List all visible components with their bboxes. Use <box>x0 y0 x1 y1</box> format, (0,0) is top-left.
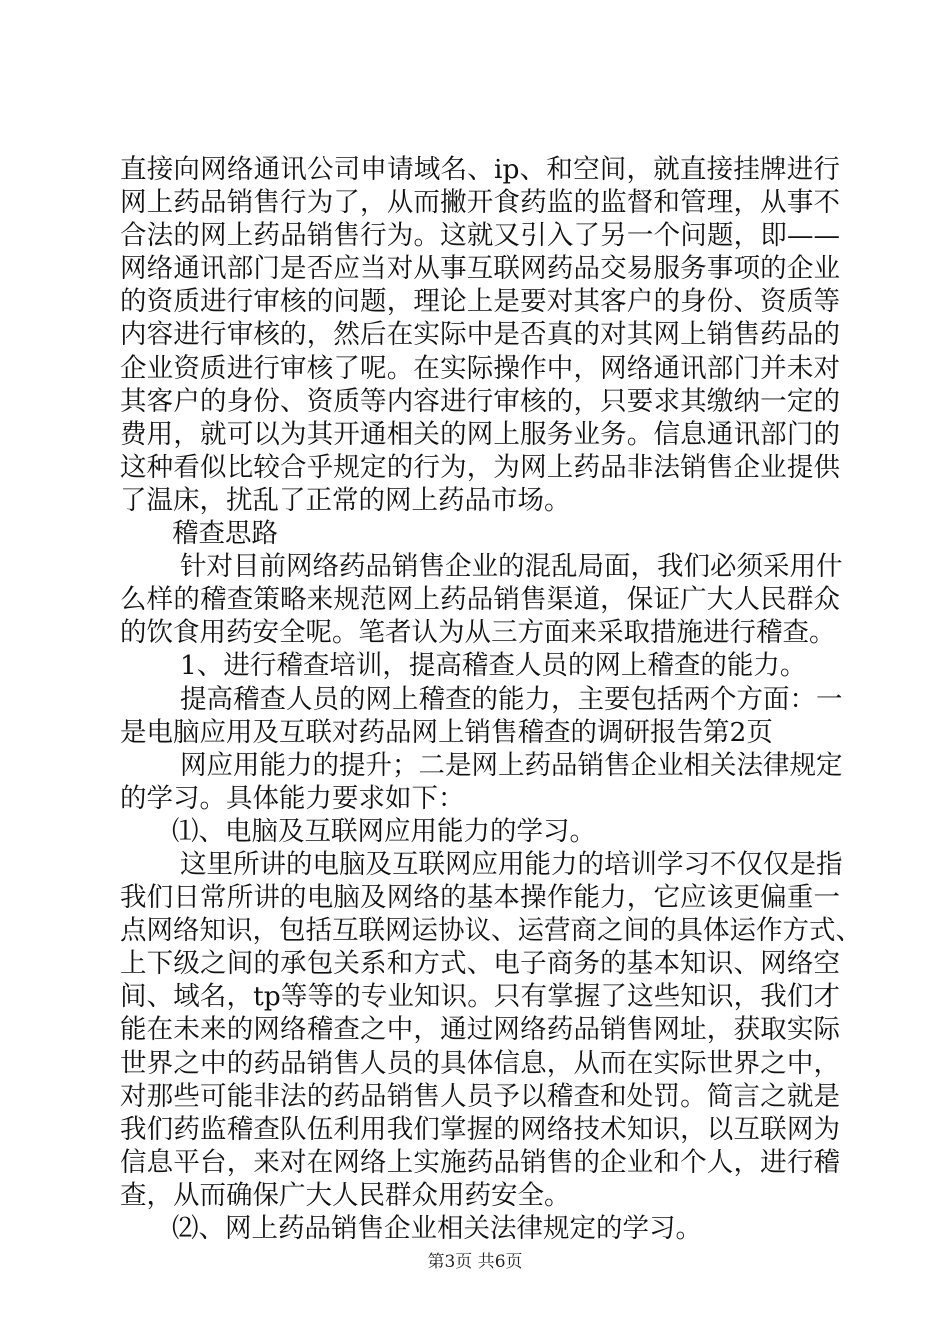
text-line: 网应用能力的提升；二是网上药品销售企业相关法律规定 <box>180 749 843 781</box>
text-line: 其客户的身份、资质等内容进行审核的，只要求其缴纳一定的 <box>120 385 840 417</box>
text-line: 直接向网络通讯公司申请域名、ip、和空间，就直接挂牌进行 <box>120 154 840 185</box>
text-line: 企业资质进行审核了呢。在实际操作中，网络通讯部门并未对 <box>120 352 840 384</box>
text-line: 对那些可能非法的药品销售人员予以稽查和处罚。简言之就是 <box>120 1080 840 1112</box>
text-line: 网络通讯部门是否应当对从事互联网药品交易服务事项的企业 <box>120 253 840 285</box>
text-line: 的资质进行审核的问题，理论上是要对其客户的身份、资质等 <box>120 286 840 318</box>
text-line: 了温床，扰乱了正常的网上药品市场。 <box>120 484 571 516</box>
text-line: 稽查思路 <box>172 518 278 550</box>
text-line: ⑴、电脑及互联网应用能力的学习。 <box>172 815 596 847</box>
text-line: 是电脑应用及互联对药品网上销售稽查的调研报告第2页 <box>120 716 773 748</box>
text-line: 上下级之间的承包关系和方式、电子商务的基本知识、网络空 <box>120 948 840 980</box>
text-line: 内容进行审核的，然后在实际中是否真的对其网上销售药品的 <box>120 319 840 351</box>
text-line: 1、进行稽查培训，提高稽查人员的网上稽查的能力。 <box>180 650 807 682</box>
text-line: 点网络知识，包括互联网运协议、运营商之间的具体运作方式、 <box>120 915 862 947</box>
text-line: 查，从而确保广大人民群众用药安全。 <box>120 1179 571 1211</box>
text-line: 么样的稽查策略来规范网上药品销售渠道，保证广大人民群众 <box>120 584 840 616</box>
text-line: 合法的网上药品销售行为。这就又引入了另一个问题，即—— <box>120 220 840 252</box>
text-line: 费用，就可以为其开通相关的网上服务业务。信息通讯部门的 <box>120 418 840 450</box>
text-line: 网上药品销售行为了，从而撇开食药监的监督和管理，从事不 <box>120 187 840 219</box>
document-body <box>120 153 862 1245</box>
text-line: 这种看似比较合乎规定的行为，为网上药品非法销售企业提供 <box>120 451 840 483</box>
text-line: 我们日常所讲的电脑及网络的基本操作能力，它应该更偏重一 <box>120 882 840 914</box>
text-line: 这里所讲的电脑及互联网应用能力的培训学习不仅仅是指 <box>180 848 843 880</box>
text-line: 世界之中的药品销售人员的具体信息，从而在实际世界之中， <box>120 1047 840 1079</box>
text-line: 能在未来的网络稽查之中，通过网络药品销售网址，获取实际 <box>120 1014 840 1046</box>
text-line: 我们药监稽查队伍利用我们掌握的网络技术知识，以互联网为 <box>120 1113 840 1145</box>
text-line: 提高稽查人员的网上稽查的能力，主要包括两个方面：一 <box>180 683 843 715</box>
text-line: 间、域名，tp等等的专业知识。只有掌握了这些知识，我们才 <box>120 981 840 1013</box>
text-line: 针对目前网络药品销售企业的混乱局面，我们必须采用什 <box>180 551 843 583</box>
text-line: 的饮食用药安全呢。笔者认为从三方面来采取措施进行稽查。 <box>120 617 836 649</box>
page-footer: 第3页 共6页 <box>427 1252 523 1272</box>
text-line: ⑵、网上药品销售企业相关法律规定的学习。 <box>172 1213 702 1244</box>
text-line: 信息平台，来对在网络上实施药品销售的企业和个人，进行稽 <box>120 1146 840 1178</box>
text-line: 的学习。具体能力要求如下： <box>120 782 465 814</box>
